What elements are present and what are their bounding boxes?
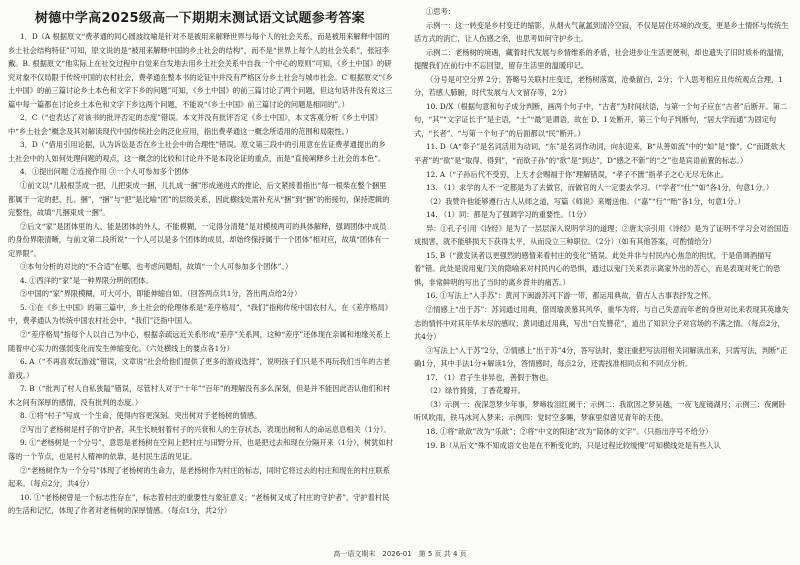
answer-item: 9. ①“老杨树是一个分号”，意思是老杨树在空间上把村庄与田野分开，也是把过去和现在分隔开来（1分），树犹如村落的一个节点，也是村人精神的依靠，是村民生活的见证。 xyxy=(8,438,393,461)
answer-item: 14. （1）同：都是为了强调学习的重要性。（1分） xyxy=(426,210,591,220)
answer-item: 2．C（“也表达了对该书的批评否定的态度”错误。本文并没有批评否定《乡土中国》，本文客观分析《乡土中国》中“乡土社会”概念及其对解读现代中国传统社会的泛化应用，指出费孝通这一概念所适用的范围和局限性。） xyxy=(8,113,382,136)
answer-item: 7. B（“批判了村人自私狭隘”错误，尽管村人对于“十年”“百年”的理解没有多么深刻，但是并不能因此否认他们和村木之间有深厚的感情，没有批判的态度。） xyxy=(8,384,391,407)
answer-item: 13. （1）求学的人不一定都是为了去做官，而做官的人一定要去学习。（“学者”“仕”“如”各1分，句意1分。） xyxy=(426,183,774,193)
right-column xyxy=(414,5,792,546)
answer-item: （2）绿竹猗猗，丁香花瓣开。 xyxy=(426,386,525,396)
answer-item: 6. A（“不再喜欢玩游戏”错误，文章说“社会给他们提供了更多的游戏选择”，说明孩子们只是不再玩我们当年的古老游戏。） xyxy=(8,357,391,380)
answer-item: ②后文“家”是团体里的人，能是团体的外人，不能模糊，一定得分清楚”是对模棱两可的具体解释，强调团体中成员的身份界限清晰，与前文第二段所说“一个人可以是多个团体的成员，却始终保持属于一个团体”相对应，故填“团体有一定界限”。 xyxy=(8,221,389,258)
answer-item: 3．D（“借用引用论据，认为诉讼是否在乡土社会中的合理性”错误。原文第三段中的引用意在佐证费孝通提出的乡土社会中的人如何处理问题的观点，这一概念的比较和讨论并不是本段论证的重点，而是“直接阐释乡土社会的本色”。 xyxy=(8,140,386,163)
answer-item: ②写出了老杨树是村子的守护者，其生长映射着村子的兴衰和人的生存状态，表现出树和人的命运息息相关（1分）。 xyxy=(20,424,391,434)
answer-item: 示例一：这一转变是乡村变迁的缩影，从烟火气氤氲到清冷空寂，不仅是居住环境的改变，更是乡土情怀与传统生活方式的消亡，让人伤感之余，也思考如何守护乡土。 xyxy=(414,20,789,44)
page-footer: 高一语文期末 2026-01 第 5 页 共 4 页 xyxy=(333,550,467,558)
answer-item: ①前文以“儿般根茎成一把，儿把束成一捆，儿扎成一捆”形成递进式的推论，后文紧接着指出“每一根柴在整个捆里都属于一定的把、扎、捆”，“捆”与“把”是比喻“团”的层级关系，因此横线处需补充从“捆”到“捆”的衔接句，保持逻辑的完整性，故填“几捆束成一捆”。 xyxy=(8,181,390,218)
answer-item: 8. ①将“村子”写成一个生命，使得内容更深刻。突出树对于老杨树的情感。 xyxy=(20,411,262,421)
answer-item: 17. （1）君子生非异也，善假于物也。 xyxy=(426,372,554,382)
page-title: 树德中学高2025级高一下期期末测试语文试题参考答案 xyxy=(35,11,365,26)
answer-item: ②中国的“家”界限模糊，可大可小，即能伸缩自如。（回答两点共1分，答出两点给2分） xyxy=(20,289,302,299)
answer-item: （3）示例一：夜深忽梦少年事，梦啼妆泪红阑干；示例二：我欲因之梦吴越，一夜飞度镜湖月；示例三：夜阑卧听风吹雨，铁马冰河入梦来；示例四：觉时空多睡，梦寐里似曾见青年的天使。 xyxy=(414,399,786,423)
answer-item: 1．D（A 根据原文“费孝通的同心圆波纹喻是针对不是被用来解释世界与每个人的社会关系，而是被用来解释中国的乡土社会结构特征”可知，原文说的是“被用来解释中国的乡土社会的结构”，而不是“世界上每个人的社会关系”，张冠李戴。B. 根据原文“他实际上在社交过程中自觉来自发地去用乡土社会关系中自我一个中心的原则”可知，《乡土中国》的研究对象不仅局限于传统中国的农村社会，费孝通在整本书的论证中并没有严格区分乡土社会与城市社会。C 根据原文“《乡土中国》的前三篇讨论乡土本色和文字下乡的问题”可知，《乡土中国》的前三篇讨论了两个问题，但这句话并没有说这三篇中每一篇都在讨论乡土本色和文字下乡这两个问题，不能说“《乡土中国》前三篇讨论的问题是相同的”。） xyxy=(8,32,393,109)
answer-item: 示例二：老杨树的境遇，藏着时代发展与乡情维系的矛盾，社会进步让生活更便利，却也遗失了旧时质朴的温情，提醒我们在前行中不忘回望，留存生活里的温暖印记。 xyxy=(414,47,789,71)
answer-item: 4．①提出问题 ②连接作用 ③一个人可参加多个团体 xyxy=(20,167,189,177)
answer-item: 异：①孔子引用《诗经》是为了一层层深入说明学习的道理；②唐太宗引用《诗经》是为了证明不学习会对治国造成损害，就不能够损天下获得太平，从而设立三种职位。（2分）（如有其他答案，可酌情给分） xyxy=(414,223,789,247)
answer-item: 4. ①西洋的“家”是一种界限分明的团体。 xyxy=(20,275,153,285)
answer-item: ②“差序格局”指每个人以自己为中心，根据亲疏远近关系形成“差序”关系网，这种“差序”还体现在亲属和地缘关系上随着中心实力的强弱变化而发生伸缩变化。（六处横线上的要点各1分） xyxy=(8,330,391,353)
answer-item: ③写法上“入于苏”2分，②情感上“出于苏”4分，答写法时，要注重把写法用相关词解读出来，只需写法，判断“正确1分，其中手法1分+解读1分，答情感时，每点2分，还需找准相同点和不同点分析。 xyxy=(414,345,788,369)
answer-item: 12. A（“子孙后代不受穷，上天才会赐福于你”理解错误，“孝子不匮”指孝子之心无尽无休止。 xyxy=(426,169,729,179)
answer-item: （2）我赞许他能够遵行古人从师之道，写篇《师说》来赠送他。（“嘉”“行”“贻”各1分，句意1分。） xyxy=(426,196,745,206)
answer-item: ②情感上“出于苏”：苏词通过用典，借周瑜羡慕其风华，重华为将，与自己失意而年老的身世对比来表现其英雄失志的情怀中对其年华未尽的感叹；黄词通过用典，写出“白发簪花”，道出了知识分子对官场的不满之情。（每点2分，共4分） xyxy=(414,305,789,342)
answer-item: （分号是可空分界 2分；答略号关联村庄变迁，老杨树落寞，沧桑留白，2分；个人思考相应且传统观点合理，1分，若感人肺腑，时代发展与人文留存等，2分） xyxy=(414,74,783,98)
answer-item: 16. ①写法上“入手苏”：黄河下闽游苏河下游一带，都运用典故，借古人古事表抒发之怀。 xyxy=(426,291,716,301)
answer-item: 11. D（A“奉子”是名词活用为动词，“东”是名词作动词，向东迎来，B“从善如流”中的“如”是“像”，C“而既欲大平者”的“欲”是“取得、得到”，“而欲子孙”的“欲”是“到达”，D“感之不新”的“之”也是宾语前置的标志。） xyxy=(414,142,786,166)
answer-item: 18. ①将“歆歆”改为“乐歆”；②将“中文的阳途”改为“简体的文字”。（只指出序号不给分） xyxy=(426,426,713,436)
answer-item: 15. B（“激发读者以更强烈的感情来看村庄的变化”错误。此处并非与村民内心焦急的担忧，于是借调酒描写着”错。此处是说用鬼门关的隐喻来对村民内心的恐惧，通过以鬼门关来表示离家外出的苦心，而是表现对死亡的恐惧，非常鲜明的写出了当时的离乡背井的痛苦。） xyxy=(414,250,781,287)
answer-item: 10. D/X（根据句意和句子成分判断，画两个句子中，“古者”为时间状语，与第一个句子应在“古者”后断开。第二句，“其”“文字证长于”是主语，“士”“最”是谓语，故在 D、I 处断开，第三个句子判断句，“居大学而通”为固定句式，“长者”、“与第一个句子”的后面都以“民”断开。） xyxy=(414,101,788,138)
left-column xyxy=(8,30,393,548)
answer-item: 10. ①“老杨树曾是一个标志性存在”，标志着村庄的重要性与象征意义；“老杨树又成了村庄的守护者”，守护着村民的生活和记忆，体现了作者对老杨树的深厚情感。（每点1分，共2分） xyxy=(8,492,390,516)
answer-item: 19. B（从后文“殊不知成语文也是在不断变化的，只是过程比较缓慢”可知横线处是有些人认 xyxy=(426,440,721,450)
answer-item: ③本句分析的对比的“不合适”在哪，也考虑问题组，故填“一个人可参加多个团体”。） xyxy=(20,262,293,272)
answer-item: ②“老杨树作为一个分号”体现了老杨树的生命力，是老杨树作为村庄的标志，同时它将过去的村庄和现在的村庄联系起来。（每点2分，共4分） xyxy=(8,465,390,489)
answer-item: ①思考： xyxy=(426,7,456,16)
answer-item: 5. ①在《乡土中国》的第三篇中，乡土社会的伦理体系是“差序格局”，“我们”指称传统中国农村人，在《差序格局》中，费孝通认为传统中国农村社会中，“我们”泛指中国人。 xyxy=(8,302,393,326)
